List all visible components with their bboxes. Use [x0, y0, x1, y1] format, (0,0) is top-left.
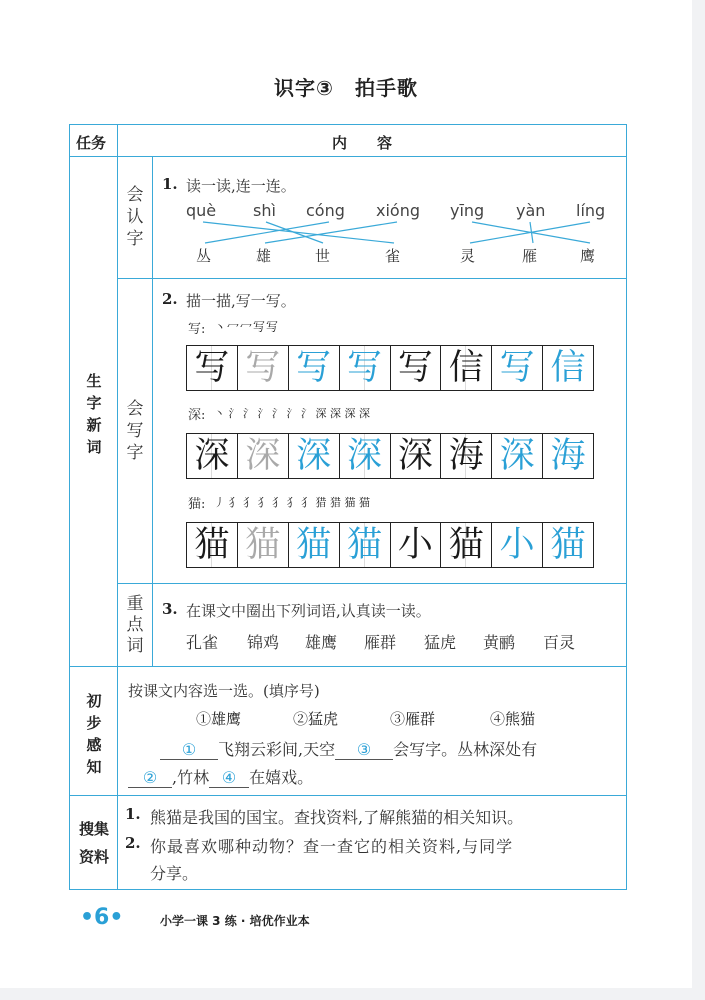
collect-num-1: 1.: [125, 805, 141, 823]
char-1: 雄: [256, 247, 272, 265]
grid-cell[interactable]: 写: [238, 346, 289, 390]
grid-cell[interactable]: 写: [289, 346, 340, 390]
section-main-label: 生字新词: [86, 372, 102, 456]
stroke-label-shen: 深:: [188, 408, 206, 423]
q3-text: 在课文中圈出下列词语,认真读一读。: [186, 602, 431, 620]
keyword-content: [152, 583, 627, 667]
grid-cell[interactable]: 深: [340, 434, 391, 478]
initial-sentence-1: [160, 737, 537, 760]
grid-cell[interactable]: 海: [543, 434, 593, 478]
grid-cell[interactable]: 猫: [340, 523, 391, 567]
grid-cell[interactable]: 写: [492, 346, 543, 390]
q1-text: 读一读,连一连。: [186, 177, 296, 195]
q2-number: 2.: [162, 290, 178, 308]
pinyin-4: yīng: [450, 201, 485, 220]
key-word[interactable]: 锦鸡: [247, 633, 280, 652]
keyword-label: 重点词: [126, 594, 144, 656]
q2-text: 描一描,写一写。: [186, 292, 296, 310]
option-tiger: ②猛虎: [293, 710, 339, 728]
key-word[interactable]: 孔雀: [186, 633, 219, 652]
key-word[interactable]: 雄鹰: [305, 633, 338, 652]
grid-cell[interactable]: 深: [238, 434, 289, 478]
option-panda: ④熊猫: [490, 710, 536, 728]
match-line-cong: [205, 222, 329, 243]
match-line-que: [203, 222, 394, 243]
grid-cell[interactable]: 写: [391, 346, 442, 390]
char-5: 雁: [522, 247, 538, 265]
book-title: 小学一课 3 练 · 培优作业本: [160, 914, 310, 928]
grid-cell[interactable]: 信: [441, 346, 492, 390]
grid-cell[interactable]: 深: [187, 434, 238, 478]
collect-label: 搜集资料: [78, 820, 109, 866]
char-4: 灵: [460, 247, 476, 265]
grid-cell[interactable]: 猫: [543, 523, 593, 567]
answer-blank-2[interactable]: ③: [335, 740, 393, 760]
matching-lines: [0, 0, 692, 300]
grid-cell[interactable]: 写: [187, 346, 238, 390]
answer-blank-3[interactable]: ②: [128, 768, 172, 788]
grid-cell[interactable]: 小: [492, 523, 543, 567]
page-number: •6•: [80, 905, 124, 930]
char-3: 雀: [385, 247, 401, 265]
option-geese: ③雁群: [390, 710, 436, 728]
initial-instruction: 按课文内容选一选。(填序号): [128, 682, 320, 700]
key-word[interactable]: 雁群: [364, 633, 397, 652]
grid-cell[interactable]: 猫: [187, 523, 238, 567]
char-2: 世: [315, 247, 331, 265]
key-word[interactable]: 百灵: [543, 633, 576, 652]
grid-cell[interactable]: 信: [543, 346, 593, 390]
writing-grid-shen: [186, 433, 594, 479]
collect-text-2: 你最喜欢哪种动物？查一查它的相关资料,与同学: [150, 837, 514, 856]
answer-blank-1[interactable]: ①: [160, 740, 218, 760]
stroke-order-xie: 丶冖冖写写: [214, 320, 280, 334]
grid-cell[interactable]: 猫: [289, 523, 340, 567]
stroke-order-mao: 丿 犭 犭 犭 犭 犭 犭 猎 猎 猫 猫: [214, 496, 370, 509]
initial-label: 初步感知: [86, 692, 102, 776]
grid-cell[interactable]: 深: [492, 434, 543, 478]
pinyin-2: cóng: [306, 201, 345, 220]
writing-grid-xie: [186, 345, 594, 391]
header-content: 内 容: [332, 134, 393, 152]
char-6: 鹰: [580, 247, 596, 265]
pinyin-5: yàn: [516, 201, 546, 220]
sentence-part-2: 会写字。丛林深处有: [393, 740, 538, 759]
grid-cell[interactable]: 猫: [238, 523, 289, 567]
pinyin-1: shì: [253, 201, 276, 220]
recognize-label: 会认字: [126, 185, 144, 249]
grid-cell[interactable]: 深: [289, 434, 340, 478]
grid-cell[interactable]: 写: [340, 346, 391, 390]
collect-num-2: 2.: [125, 834, 141, 852]
header-task: 任务: [76, 134, 107, 152]
grid-cell[interactable]: 海: [441, 434, 492, 478]
stroke-label-mao: 猫:: [188, 497, 206, 512]
stroke-order-shen: 丶 氵 氵 氵 氵 氵 氵 深 深 深 深: [214, 407, 370, 420]
q3-number: 3.: [162, 600, 178, 618]
stroke-label-xie: 写:: [188, 322, 206, 337]
grid-cell[interactable]: 猫: [441, 523, 492, 567]
sentence-part-4: 在嬉戏。: [249, 768, 314, 787]
initial-sentence-2: [128, 765, 313, 788]
grid-cell[interactable]: 小: [391, 523, 442, 567]
match-line-xiong: [265, 222, 397, 243]
sentence-part-3: ,竹林: [172, 768, 210, 787]
collect-text-1: 熊猫是我国的国宝。查找资料,了解熊猫的相关知识。: [150, 808, 524, 827]
sentence-part-1: 飞翔云彩间,天空: [218, 740, 336, 759]
write-label: 会写字: [126, 399, 144, 463]
key-word[interactable]: 猛虎: [424, 633, 457, 652]
pinyin-6: líng: [576, 201, 606, 220]
pinyin-3: xióng: [376, 201, 420, 220]
char-0: 丛: [196, 247, 212, 265]
key-word[interactable]: 黄鹂: [483, 633, 516, 652]
writing-grid-mao: [186, 522, 594, 568]
pinyin-0: què: [186, 201, 217, 220]
collect-text-2b: 分享。: [150, 864, 199, 883]
page-title: 识字③ 拍手歌: [274, 76, 418, 100]
match-line-shi: [266, 222, 323, 243]
answer-blank-4[interactable]: ④: [209, 768, 249, 788]
grid-cell[interactable]: 深: [391, 434, 442, 478]
q1-number: 1.: [162, 175, 178, 193]
option-eagle: ①雄鹰: [196, 710, 242, 728]
